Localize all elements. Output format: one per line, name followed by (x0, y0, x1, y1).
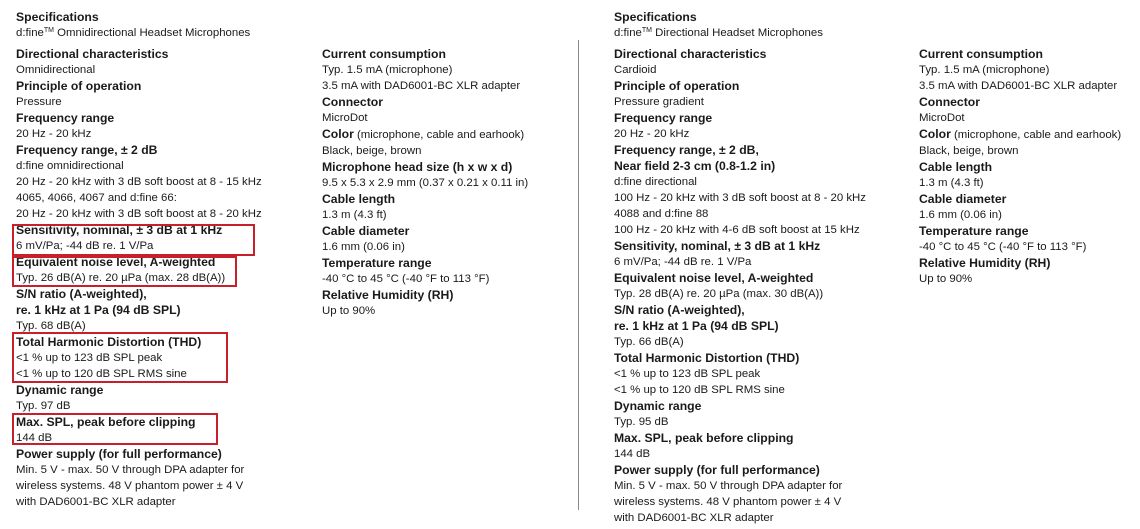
spec-value: <1 % up to 120 dB SPL RMS sine (16, 368, 187, 380)
spec-label: Temperature range (919, 224, 1029, 238)
spec-value: wireless systems. 48 V phantom power ± 4 V (16, 480, 244, 492)
spec-label: Principle of operation (16, 79, 142, 93)
spec-label: Temperature range (322, 256, 432, 270)
spec-label: Directional characteristics (614, 47, 767, 61)
spec-value: -40 °C to 45 °C (-40 °F to 113 °F) (919, 241, 1087, 253)
spec-value: Min. 5 V - max. 50 V through DPA adapter for (16, 464, 245, 476)
spec-value: 6 mV/Pa; -44 dB re. 1 V/Pa (614, 256, 752, 268)
spec-label: Microphone head size (h x w x d) (322, 160, 513, 174)
spec-value: 144 dB (614, 448, 651, 460)
spec-mixed-row (919, 126, 1121, 143)
spec-label: S/N ratio (A-weighted), (16, 287, 147, 301)
spec-value: 4065, 4066, 4067 and d:fine 66: (16, 192, 177, 204)
spec-label: Color (322, 127, 354, 141)
spec-label: Cable length (919, 160, 993, 174)
spec-value: (microphone, cable and earhook) (950, 129, 1122, 141)
spec-value: 20 Hz - 20 kHz with 3 dB soft boost at 8 - 20 kHz (16, 208, 262, 220)
spec-value: Typ. 66 dB(A) (614, 336, 684, 348)
spec-value: 20 Hz - 20 kHz (614, 128, 690, 140)
spec-value: Up to 90% (919, 273, 973, 285)
spec-value: Typ. 28 dB(A) re. 20 µPa (max. 30 dB(A)) (614, 288, 824, 300)
spec-value: -40 °C to 45 °C (-40 °F to 113 °F) (322, 273, 490, 285)
spec-value: 6 mV/Pa; -44 dB re. 1 V/Pa (16, 240, 154, 252)
column-divider (578, 40, 579, 510)
spec-value: MicroDot (919, 112, 965, 124)
spec-label: Dynamic range (16, 383, 104, 397)
spec-value: 20 Hz - 20 kHz with 3 dB soft boost at 8 - 15 kHz (16, 176, 262, 188)
spec-label: Frequency range, ± 2 dB, (614, 143, 759, 157)
spec-label: Sensitivity, nominal, ± 3 dB at 1 kHz (16, 223, 223, 237)
spec-label: Connector (919, 95, 980, 109)
spec-value: 100 Hz - 20 kHz with 3 dB soft boost at 8 - 20 kHz (614, 192, 866, 204)
left-spec-subtitle: d:fine™ Omnidirectional Headset Microphones (16, 27, 251, 39)
spec-label: Cable diameter (322, 224, 410, 238)
spec-label: Total Harmonic Distortion (THD) (614, 351, 800, 365)
spec-label: Cable length (322, 192, 396, 206)
spec-value: 9.5 x 5.3 x 2.9 mm (0.37 x 0.21 x 0.11 in) (322, 177, 529, 189)
spec-label: Near field 2-3 cm (0.8-1.2 in) (614, 159, 776, 173)
spec-value: wireless systems. 48 V phantom power ± 4 V (614, 496, 842, 508)
right-spec-subtitle: d:fine™ Directional Headset Microphones (614, 27, 823, 39)
spec-label: Power supply (for full performance) (614, 463, 820, 477)
spec-value: with DAD6001-BC XLR adapter (16, 496, 176, 508)
spec-label: Principle of operation (614, 79, 740, 93)
spec-label: S/N ratio (A-weighted), (614, 303, 745, 317)
left-spec-column-b (322, 46, 528, 319)
spec-label: Connector (322, 95, 383, 109)
spec-label: Total Harmonic Distortion (THD) (16, 335, 202, 349)
right-spec-header (614, 9, 823, 41)
spec-value: Omnidirectional (16, 64, 96, 76)
spec-value: Typ. 95 dB (614, 416, 669, 428)
spec-label: Directional characteristics (16, 47, 169, 61)
left-spec-column-a (16, 46, 262, 510)
spec-label: Equivalent noise level, A-weighted (614, 271, 814, 285)
spec-value: d:fine directional (614, 176, 697, 188)
spec-label: re. 1 kHz at 1 Pa (94 dB SPL) (16, 303, 181, 317)
spec-value: 1.6 mm (0.06 in) (919, 209, 1002, 221)
spec-value: <1 % up to 123 dB SPL peak (614, 368, 761, 380)
spec-label: Relative Humidity (RH) (919, 256, 1051, 270)
spec-value: Up to 90% (322, 305, 376, 317)
spec-value: 100 Hz - 20 kHz with 4-6 dB soft boost at 15 kHz (614, 224, 860, 236)
right-spec-heading: Specifications (614, 10, 697, 24)
spec-label: Power supply (for full performance) (16, 447, 222, 461)
spec-label: Frequency range (614, 111, 713, 125)
spec-label: Dynamic range (614, 399, 702, 413)
right-spec-column-a (614, 46, 866, 526)
spec-label: re. 1 kHz at 1 Pa (94 dB SPL) (614, 319, 779, 333)
spec-value: Min. 5 V - max. 50 V through DPA adapter for (614, 480, 843, 492)
spec-value: 144 dB (16, 432, 53, 444)
spec-value: 1.6 mm (0.06 in) (322, 241, 405, 253)
spec-value: Pressure gradient (614, 96, 704, 108)
spec-label: Cable diameter (919, 192, 1007, 206)
spec-value: Typ. 97 dB (16, 400, 71, 412)
spec-value: Pressure (16, 96, 62, 108)
spec-value: <1 % up to 123 dB SPL peak (16, 352, 163, 364)
spec-value: d:fine omnidirectional (16, 160, 124, 172)
spec-value: Black, beige, brown (322, 145, 422, 157)
spec-value: MicroDot (322, 112, 368, 124)
spec-label: Equivalent noise level, A-weighted (16, 255, 216, 269)
spec-mixed-row (322, 126, 528, 143)
spec-label: Relative Humidity (RH) (322, 288, 454, 302)
spec-value: (microphone, cable and earhook) (353, 129, 525, 141)
spec-label: Current consumption (322, 47, 446, 61)
spec-value: 1.3 m (4.3 ft) (322, 209, 387, 221)
spec-value: Typ. 1.5 mA (microphone) (322, 64, 453, 76)
left-spec-heading: Specifications (16, 10, 99, 24)
spec-value: Typ. 26 dB(A) re. 20 µPa (max. 28 dB(A)) (16, 272, 226, 284)
spec-label: Sensitivity, nominal, ± 3 dB at 1 kHz (614, 239, 821, 253)
spec-value: Typ. 68 dB(A) (16, 320, 86, 332)
spec-label: Frequency range, ± 2 dB (16, 143, 158, 157)
spec-label: Max. SPL, peak before clipping (614, 431, 794, 445)
spec-value: Cardioid (614, 64, 657, 76)
spec-label: Frequency range (16, 111, 115, 125)
spec-label: Current consumption (919, 47, 1043, 61)
spec-value: Typ. 1.5 mA (microphone) (919, 64, 1050, 76)
spec-value: with DAD6001-BC XLR adapter (614, 512, 774, 524)
spec-label: Max. SPL, peak before clipping (16, 415, 196, 429)
left-spec-header (16, 9, 250, 41)
spec-value: Black, beige, brown (919, 145, 1019, 157)
spec-value: 20 Hz - 20 kHz (16, 128, 92, 140)
spec-value: 4088 and d:fine 88 (614, 208, 709, 220)
spec-value: 3.5 mA with DAD6001-BC XLR adapter (919, 80, 1118, 92)
right-spec-column-b (919, 46, 1121, 287)
spec-value: 3.5 mA with DAD6001-BC XLR adapter (322, 80, 521, 92)
spec-value: 1.3 m (4.3 ft) (919, 177, 984, 189)
spec-value: <1 % up to 120 dB SPL RMS sine (614, 384, 785, 396)
spec-label: Color (919, 127, 951, 141)
